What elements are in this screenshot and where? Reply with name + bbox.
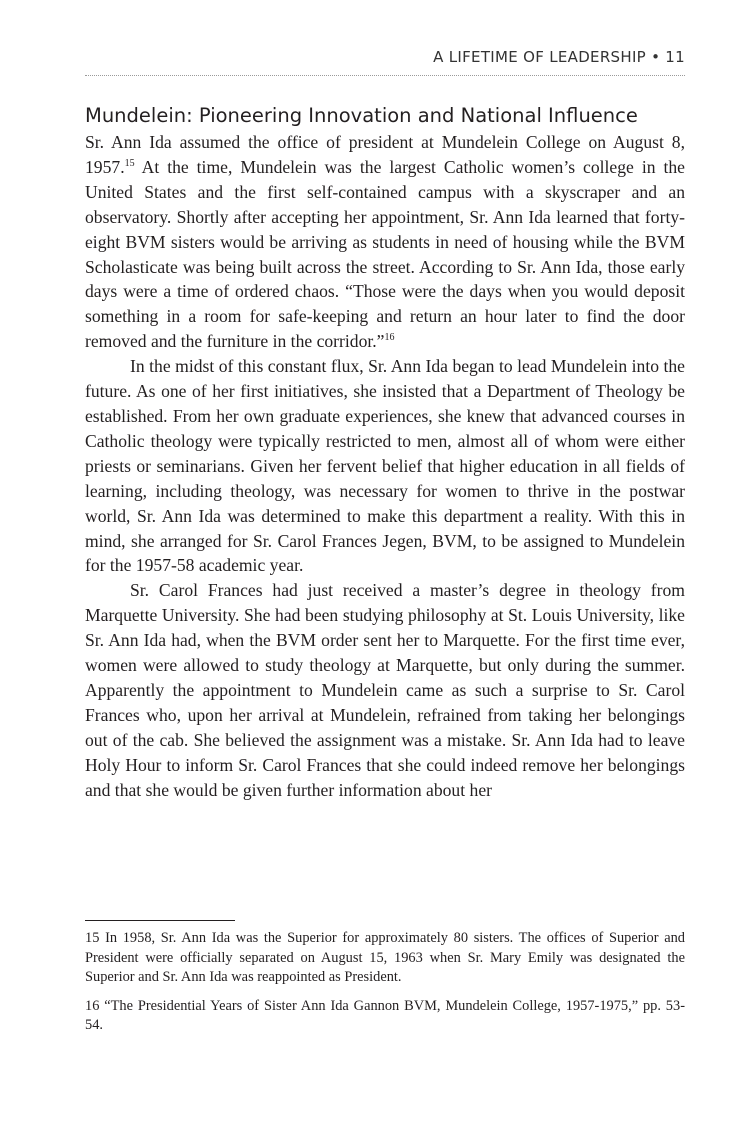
paragraph-2: In the midst of this constant flux, Sr. Ann Ida began to lead Mundelein into the future. As one of her first initiatives, she insisted that a Department of Theology be established. From her own graduate experiences, she knew that advanced courses in Catholic theology were typically restricted to men, almost all of whom were either priests or seminarians. Given her fervent belief that higher education in all fields of learning, including theology, was necessary for women to thrive in the postwar world, Sr. Ann Ida was determined to make this department a reality. With this in mind, she arranged for Sr. Carol Frances Jegen, BVM, to be assigned to Mundelein for the 1957-58 academic year. bbox=[85, 356, 685, 576]
section-heading: Mundelein: Pioneering Innovation and National Influence bbox=[85, 104, 638, 127]
body-text bbox=[85, 130, 685, 802]
running-head: A LIFETIME OF LEADERSHIP • 11 bbox=[85, 48, 685, 76]
paragraph-1 bbox=[85, 130, 685, 354]
footnote-rule bbox=[85, 920, 235, 921]
footnotes bbox=[85, 929, 685, 1045]
footnote-ref-16[interactable]: 16 bbox=[384, 332, 395, 344]
paragraph-3: Sr. Carol Frances had just received a master’s degree in theology from Marquette University. She had been studying philosophy at St. Louis University, like Sr. Ann Ida had, when the BVM order sent her to Marquette. For the first time ever, women were allowed to study theology at Marquette, but only during the summer. Apparently the appointment to Mundelein came as such a surprise to Sr. Carol Frances who, upon her arrival at Mundelein, refrained from taking her belongings out of the cab. She believed the assignment was a mistake. Sr. Ann Ida had to leave Holy Hour to inform Sr. Carol Frances that she could indeed remove her belongings and that she would be given further information about her bbox=[85, 580, 685, 800]
footnote-15: 15 In 1958, Sr. Ann Ida was the Superior for approximately 80 sisters. The offices of Superior and President were officially separated on August 15, 1963 when Sr. Mary Emily was designated the Superior and Sr. Ann Ida was reappointed as President. bbox=[85, 930, 685, 986]
paragraph-1-text-b: At the time, Mundelein was the largest Catholic women’s college in the United States and the first self-contained campus with a skyscraper and an observatory. Shortly after accepting her appointment, Sr. Ann Ida learned that forty-eight BVM sisters would be arriving as students in need of housing while the BVM Scholasticate was being built across the street. According to Sr. Ann Ida, those early days were a time of ordered chaos. “Those were the days when you would deposit something in a room for safe-keeping and return an hour later to find the door removed and the furniture in the corridor.” bbox=[85, 156, 685, 352]
footnote-16: 16 “The Presidential Years of Sister Ann Ida Gannon BVM, Mundelein College, 1957-1975,” pp. 53-54. bbox=[85, 997, 685, 1034]
paragraph-1-text-a: Sr. Ann Ida assumed the office of president at Mundelein College on August 8, 1957. bbox=[85, 132, 685, 177]
footnote-ref-15[interactable]: 15 bbox=[124, 158, 135, 170]
